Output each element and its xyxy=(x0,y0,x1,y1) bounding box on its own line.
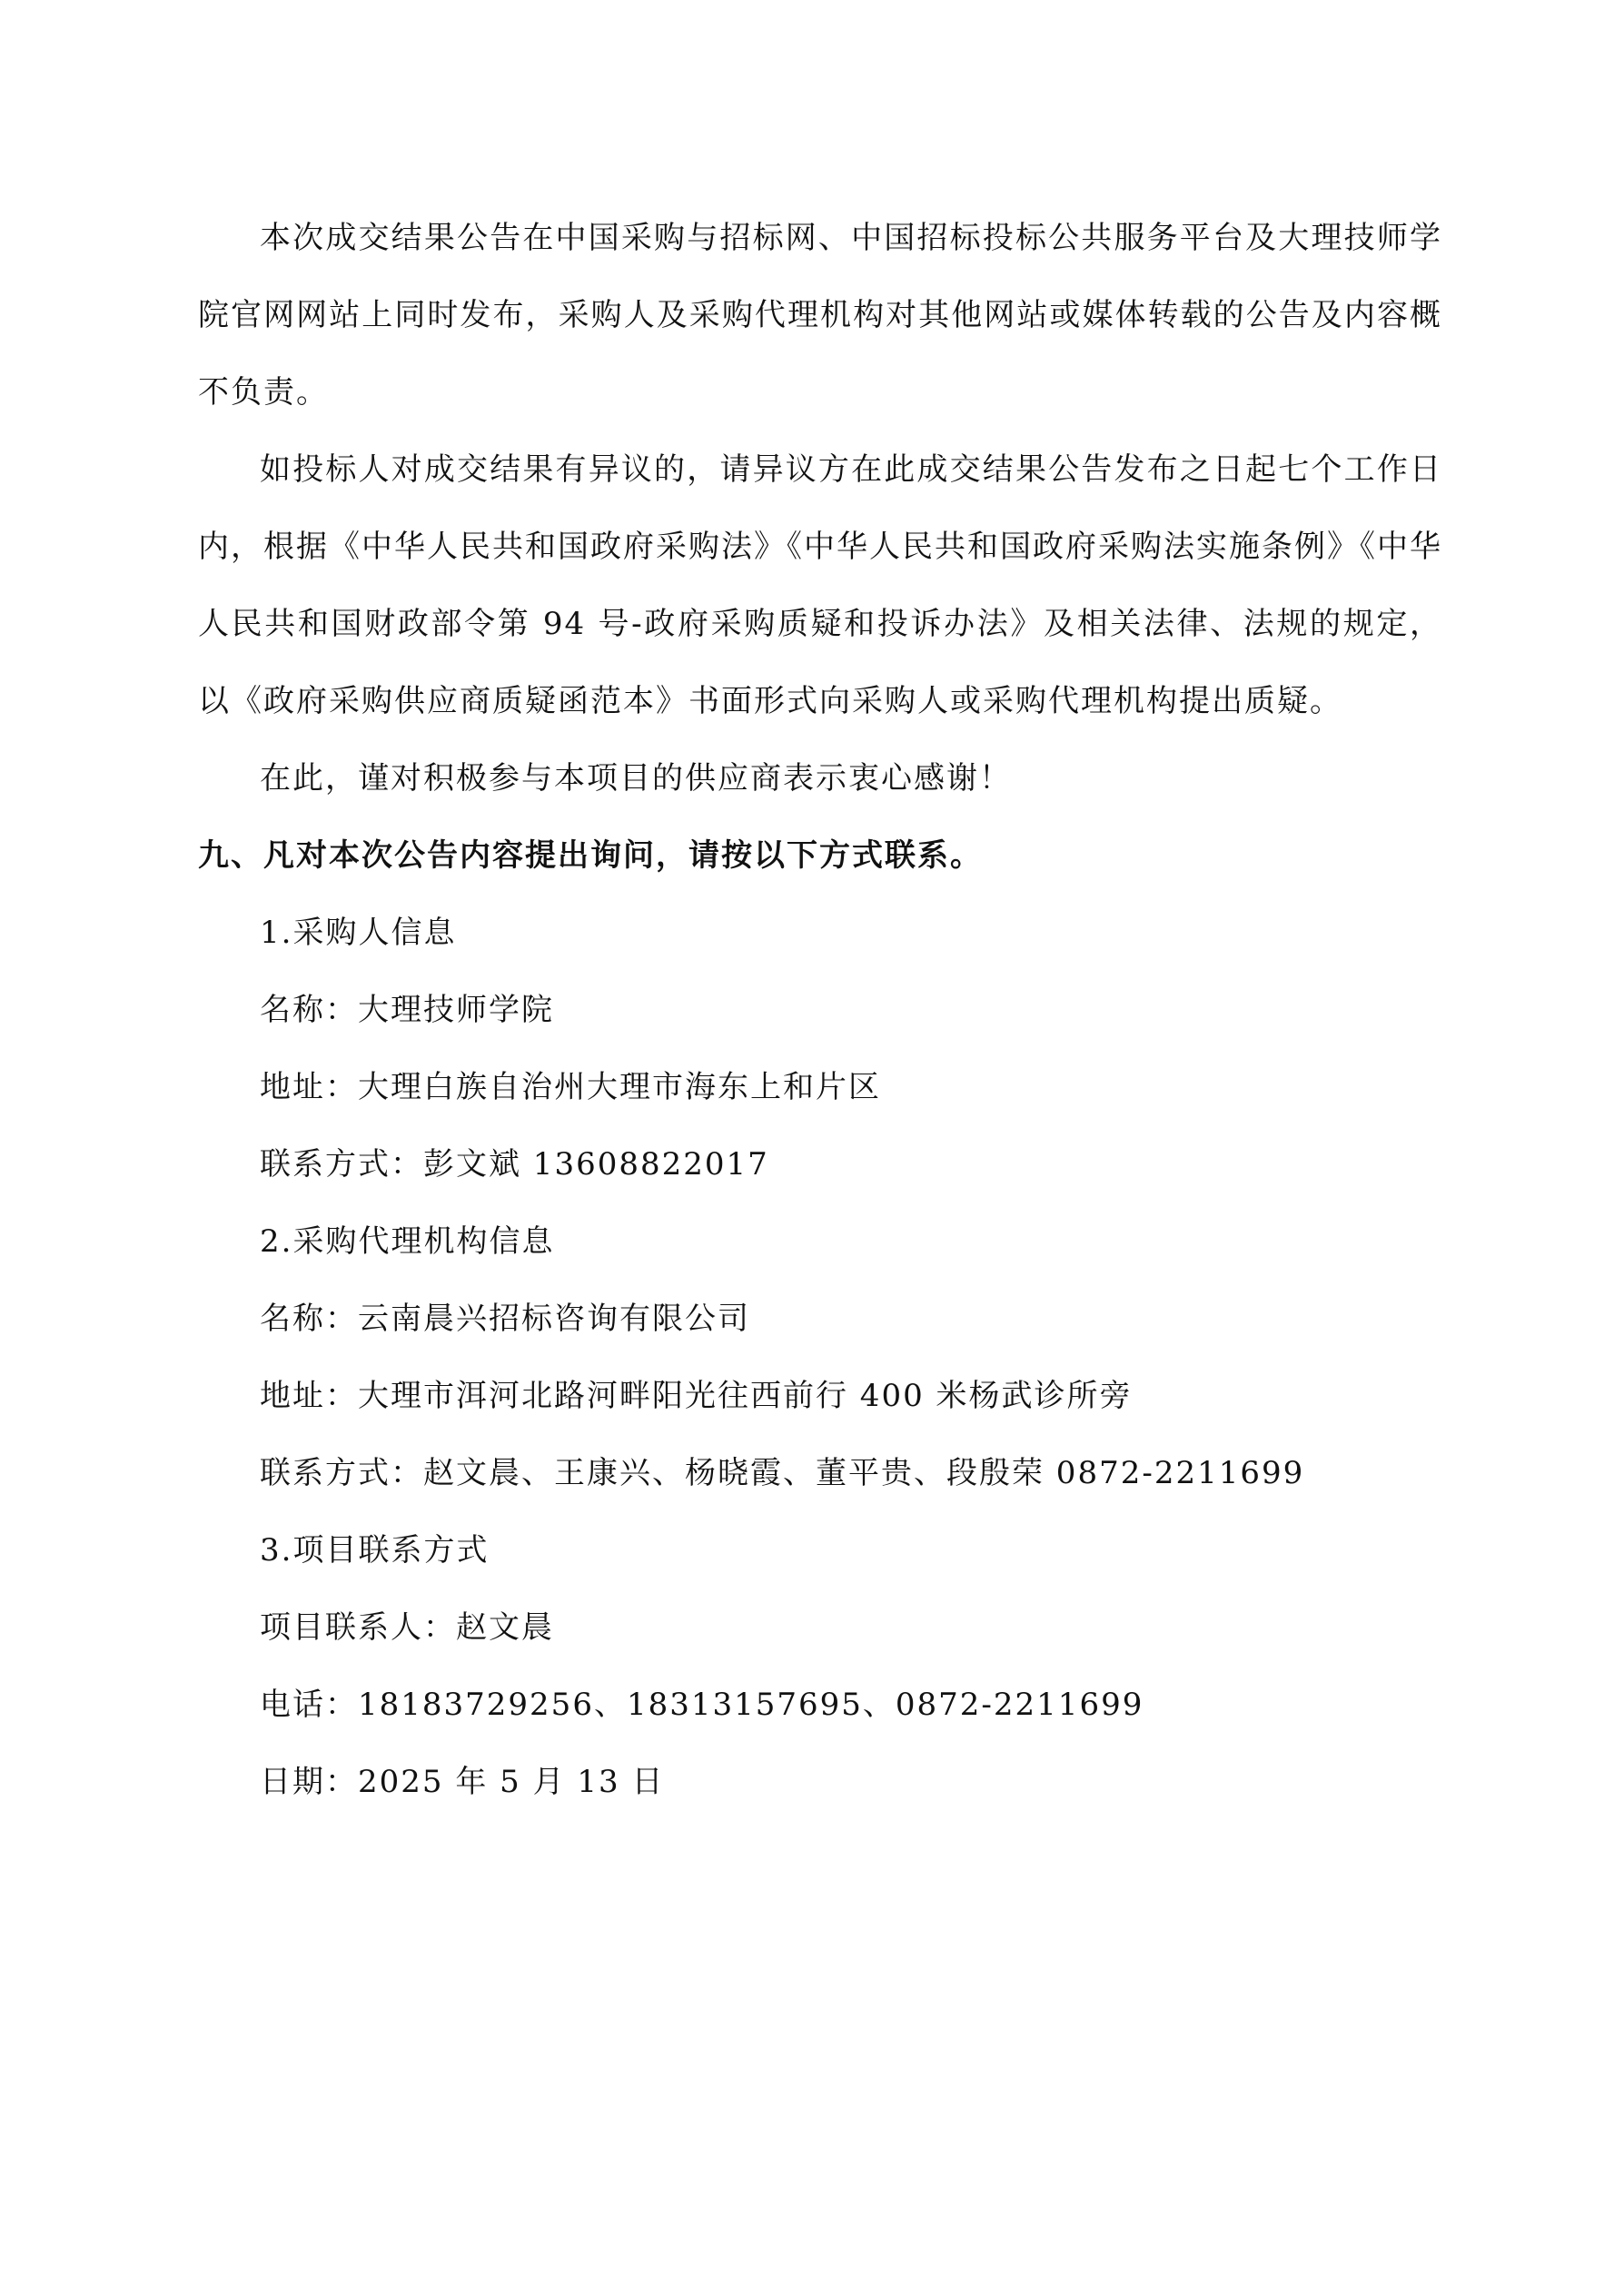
paragraph-thanks: 在此，谨对积极参与本项目的供应商表示衷心感谢！ xyxy=(260,760,1012,797)
document-body xyxy=(198,200,1442,1821)
section-9-heading: 九、凡对本次公告内容提出询问，请按以下方式联系。 xyxy=(198,837,983,874)
paragraph-objection-procedure: 如投标人对成交结果有异议的，请异议方在此成交结果公告发布之日起七个工作日内，根据《中华人民共和国政府采购法》《中华人民共和国政府采购法实施条例》《中华人民共和国财政部令第 94 号-政府采购质疑和投诉办法》及相关法律、法规的规定，以《政府采购供应商质疑函范本》书面形式向采购人或采购代理机构提出质疑。 xyxy=(198,451,1442,719)
project-phone: 电话：18183729256、18313157695、0872-2211699 xyxy=(260,1687,1144,1723)
purchaser-info-title: 1.采购人信息 xyxy=(260,915,457,951)
agency-contact: 联系方式：赵文晨、王康兴、杨晓霞、董平贵、段殷荣 0872-2211699 xyxy=(260,1455,1305,1491)
purchaser-name: 名称：大理技师学院 xyxy=(260,992,554,1028)
announcement-date: 日期：2025 年 5 月 13 日 xyxy=(260,1764,665,1800)
agency-info-title: 2.采购代理机构信息 xyxy=(260,1223,555,1260)
project-contact-person: 项目联系人：赵文晨 xyxy=(260,1609,554,1646)
agency-name: 名称：云南晨兴招标咨询有限公司 xyxy=(260,1301,750,1337)
purchaser-contact: 联系方式：彭文斌 13608822017 xyxy=(260,1146,769,1183)
project-contact-title: 3.项目联系方式 xyxy=(260,1532,490,1569)
agency-address: 地址：大理市洱河北路河畔阳光往西前行 400 米杨武诊所旁 xyxy=(260,1378,1133,1414)
paragraph-publication-notice: 本次成交结果公告在中国采购与招标网、中国招标投标公共服务平台及大理技师学院官网网站上同时发布，采购人及采购代理机构对其他网站或媒体转载的公告及内容概不负责。 xyxy=(198,220,1442,411)
purchaser-address: 地址：大理白族自治州大理市海东上和片区 xyxy=(260,1069,881,1105)
